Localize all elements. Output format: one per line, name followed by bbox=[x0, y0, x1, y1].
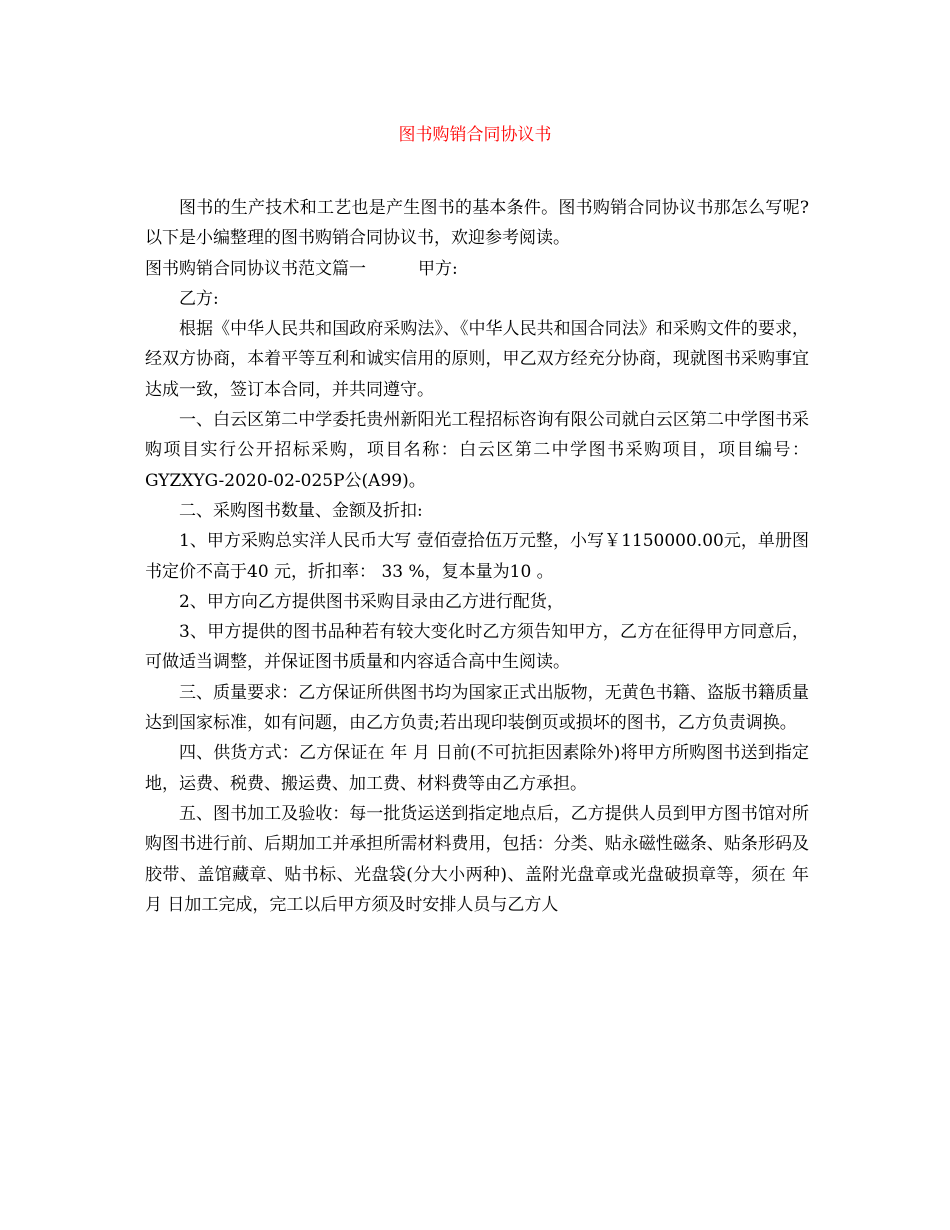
party-b-label: 乙方: bbox=[179, 288, 219, 309]
paragraph-clause-1: 一、白云区第二中学委托贵州新阳光工程招标咨询有限公司就白云区第二中学图书采购项目实行公开招标采购，项目名称：白云区第二中学图书采购项目，项目编号：GYZXYG-2020-02-025P公(A99)。 bbox=[145, 410, 809, 491]
paragraph-clause-2-item-1: 1、甲方采购总实洋人民币大写 壹佰壹拾伍万元整，小写￥1150000.00元，单册图书定价不高于40 元，折扣率： 33 %，复本量为10 。 bbox=[145, 531, 809, 582]
section-heading-line bbox=[145, 254, 809, 284]
document-body bbox=[145, 193, 809, 920]
paragraph-clause-4: 四、供货方式：乙方保证在 年 月 日前(不可抗拒因素除外)将甲方所购图书送到指定地，运费、税费、搬运费、加工费、材料费等由乙方承担。 bbox=[145, 743, 809, 794]
paragraph-clause-2: 二、采购图书数量、金额及折扣: bbox=[179, 500, 423, 521]
paragraph-clause-5: 五、图书加工及验收：每一批货运送到指定地点后，乙方提供人员到甲方图书馆对所购图书进行前、后期加工并承担所需材料费用，包括：分类、贴永磁性磁条、贴条形码及胶带、盖馆藏章、贴书标、光盘袋(分大小两种)、盖附光盘章或光盘破损章等，须在 年 月 日加工完成，完工以后甲方须及时安排人员与乙方人 bbox=[145, 803, 809, 915]
paragraph-clause-3: 三、质量要求：乙方保证所供图书均为国家正式出版物，无黄色书籍、盗版书籍质量达到国家标准，如有问题，由乙方负责;若出现印装倒页或损坏的图书，乙方负责调换。 bbox=[145, 682, 809, 734]
document-title: 图书购销合同协议书 bbox=[398, 125, 552, 145]
paragraph-basis: 根据《中华人民共和国政府采购法》、《中华人民共和国合同法》和采购文件的要求，经双方协商，本着平等互利和诚实信用的原则，甲乙双方经充分协商，现就图书采购事宜达成一致，签订本合同，并共同遵守。 bbox=[145, 319, 809, 400]
party-a-label: 甲方: bbox=[418, 258, 458, 279]
section-heading: 图书购销合同协议书范文篇一 bbox=[145, 258, 366, 279]
paragraph-clause-2-item-3: 3、甲方提供的图书品种若有较大变化时乙方须告知甲方，乙方在征得甲方同意后，可做适当调整，并保证图书质量和内容适合高中生阅读。 bbox=[145, 622, 809, 673]
intro-paragraph: 图书的生产技术和工艺也是产生图书的基本条件。图书购销合同协议书那怎么写呢?以下是小编整理的图书购销合同协议书，欢迎参考阅读。 bbox=[145, 198, 809, 249]
paragraph-clause-2-item-2: 2、甲方向乙方提供图书采购目录由乙方进行配货， bbox=[179, 591, 564, 612]
